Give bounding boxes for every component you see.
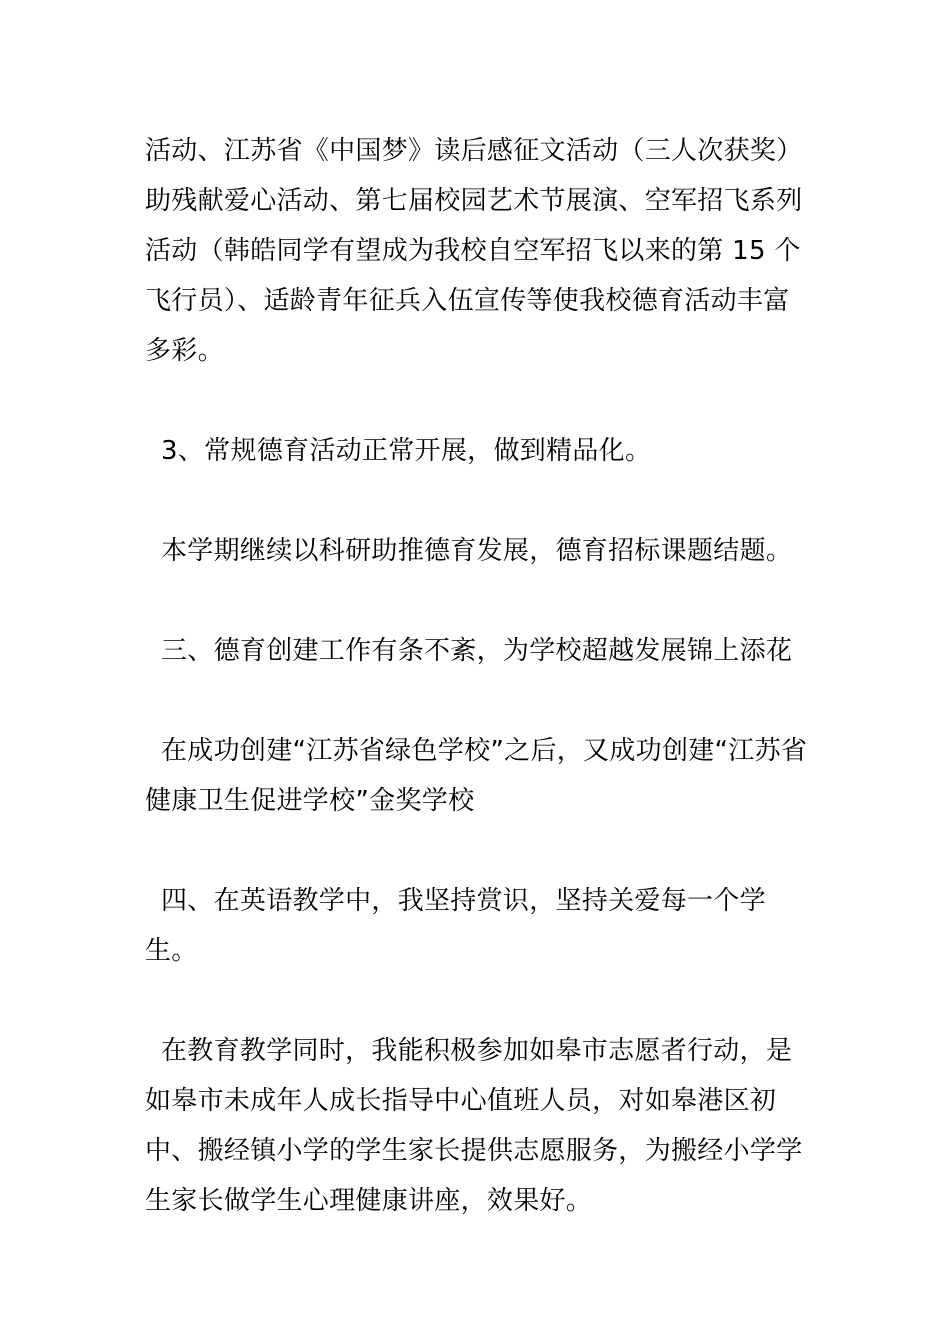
paragraph-activities: 活动、江苏省《中国梦》读后感征文活动（三人次获奖）助残献爱心活动、第七届校园艺术节展演、空军招飞系列活动（韩皓同学有望成为我校自空军招飞以来的第 15 个飞行员）、适龄青年征兵入伍宣传等使我校德育活动丰富多彩。 [145, 136, 803, 366]
paragraph-green-school: 在成功创建“江苏省绿色学校”之后，又成功创建“江苏省健康卫生促进学校”金奖学校 [145, 736, 808, 816]
paragraph-routine-moral-education: 3、常规德育活动正常开展，做到精品化。 [161, 436, 652, 466]
paragraph-research: 本学期继续以科研助推德育发展，德育招标课题结题。 [161, 536, 793, 566]
document-body [145, 126, 810, 1276]
heading-section-four: 四、在英语教学中，我坚持赏识，坚持关爱每一个学生。 [145, 886, 766, 966]
heading-section-three: 三、德育创建工作有条不紊，为学校超越发展锦上添花 [161, 636, 793, 666]
paragraph-volunteer: 在教育教学同时，我能积极参加如皋市志愿者行动，是如皋市未成年人成长指导中心值班人员，对如皋港区初中、搬经镇小学的学生家长提供志愿服务，为搬经小学学生家长做学生心理健康讲座，效果好。 [145, 1036, 803, 1216]
